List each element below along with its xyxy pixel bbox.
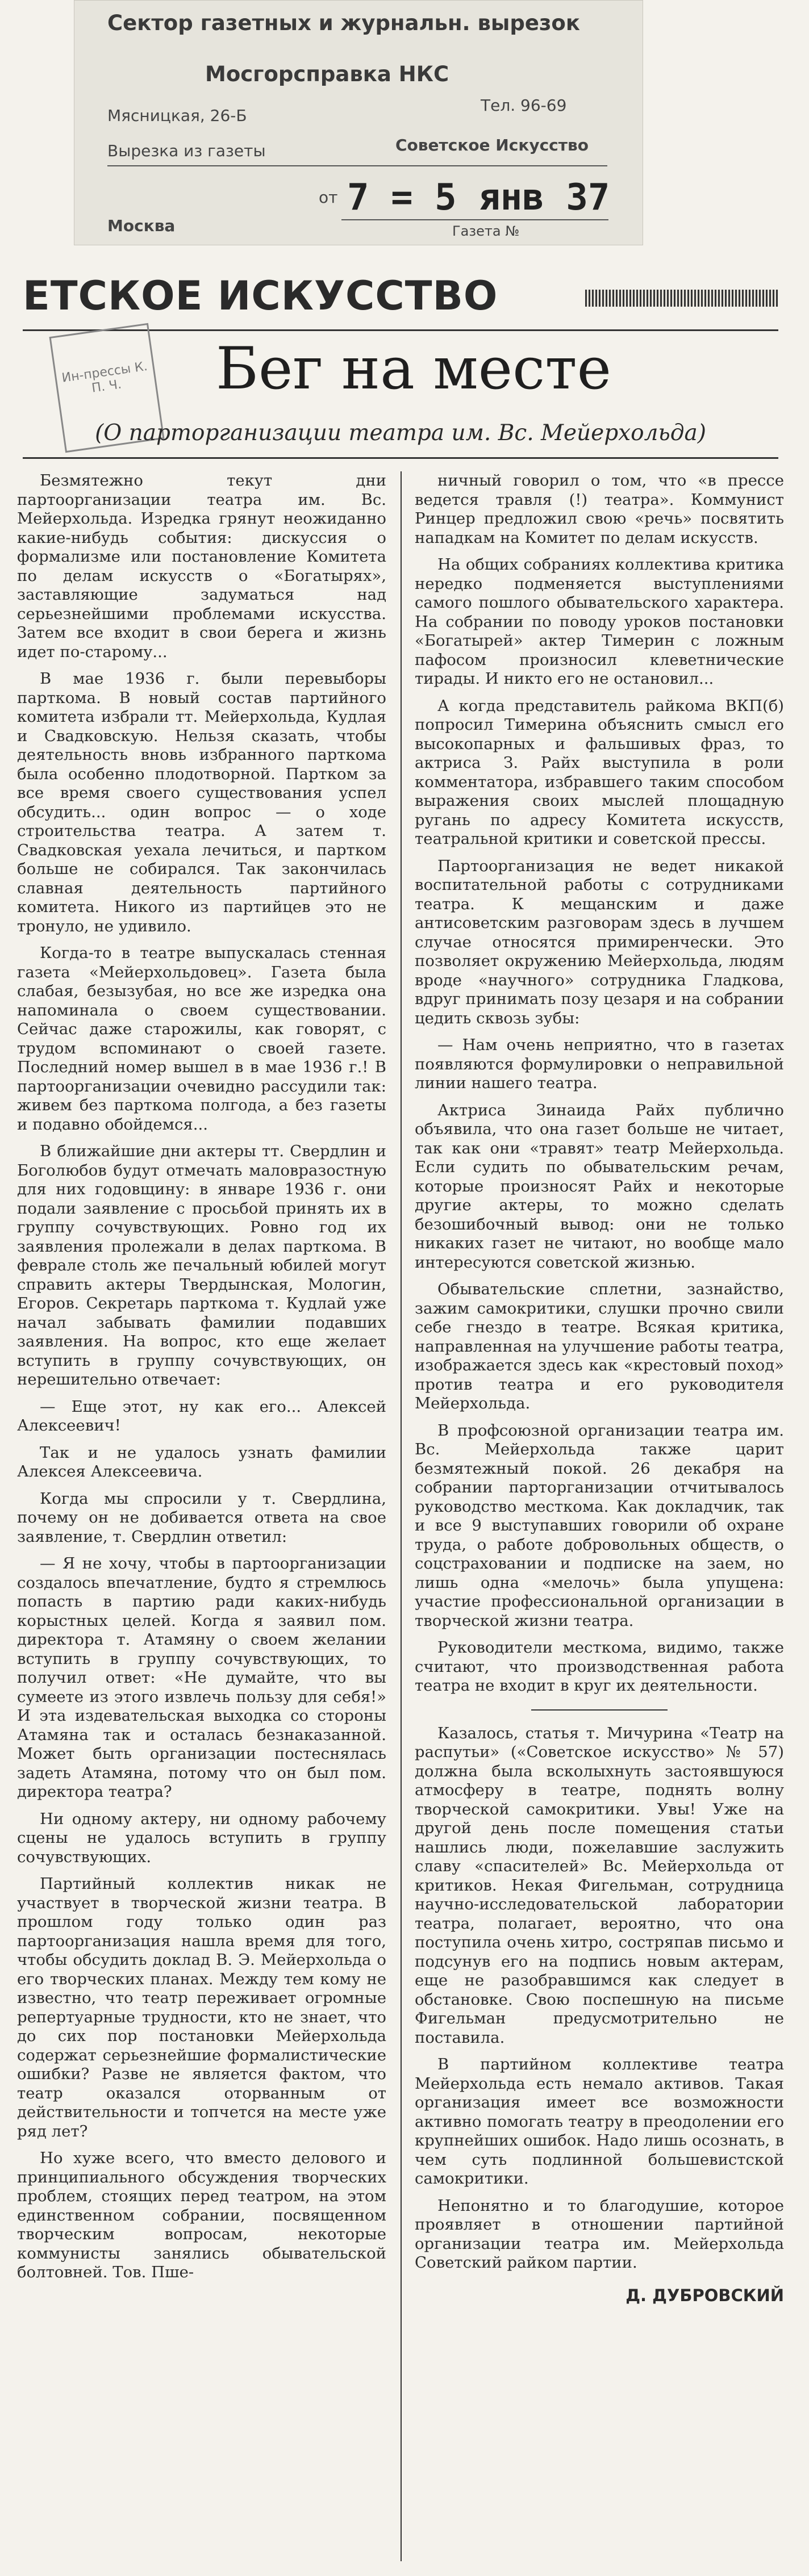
article-paragraph: Безмятежно текут дни партоорганизации театра им. Вс. Мейерхольда. Изредка грянут неожиданно какие-нибудь события: дискуссия о формализме или постановление Комитета по делам искусств о «Богатырях», заставляющие задуматься над серьезнейшими проблемами искусства. Затем все входит в свои берега и жизнь идет по-старому... (17, 471, 386, 661)
masthead-title: ЕТСКОЕ ИСКУССТВО (23, 273, 498, 319)
article-paragraph: Казалось, статья т. Мичурина «Театр на распутьи» («Советское искусство» № 57) должна была всколыхнуть застоявшуюся атмосферу в театре, поднять волну творческой самокритики. Увы! Уже на другой день после помещения статьи нашлись люди, пожелавшие заслужить славу «спасителей» Вс. Мейерхольда от критиков. Некая Фигельман, сотрудница научно-исследовательской лаборатории театра, полагает, вероятно, что она поступила очень хитро, состряпав письмо и подсунув его на подпись новым актерам, еще не разобравшимся как следует в обстановке. Свою поспешную на письме Фигельман предусмотрительно не поставила. (415, 1724, 784, 2047)
label-issue: Газета № (452, 223, 520, 239)
label-handwritten-date: 7 = 5 янв 37 (347, 177, 610, 219)
article-paragraph: Непонятно и то благодушие, которое проявляет в отношении партийной организации театра им. Мейерхольда Советский райком партии. (415, 2196, 784, 2272)
section-separator (531, 1709, 668, 1711)
label-address: Мясницкая, 26-Б (107, 106, 247, 125)
article-paragraph: — Нам очень неприятно, что в газетах появляются формулировки о неправильной линии нашего театра. (415, 1036, 784, 1092)
subheading-rule (23, 457, 778, 459)
author-signature: Д. ДУБРОВСКИЙ (625, 2285, 784, 2305)
article-paragraph: Партоорганизация не ведет никакой воспитательной работы с сотрудниками театра. К мещанским и даже антисоветским разговорам здесь в лучшем случае относятся примиренчески. Это позволяет окружению Мейерхольда, людям вроде «научного» сотрудника Гладкова, вдруг принимать позу цезаря и на собрании цедить сквозь зубы: (415, 856, 784, 1027)
article-paragraph: Ни одному актеру, ни одному рабочему сцены не удалось вступить в группу сочувствующих. (17, 1809, 386, 1866)
label-cut-from: Вырезка из газеты (107, 141, 266, 160)
article-paragraph: В профсоюзной организации театра им. Вс. Мейерхольда также царит безмятежный покой. 26 декабря на собрании парторганизации отчитывалось руководство месткома. Как докладчик, так и все 9 выступавших говорили об охране труда, о работе добровольных обществ, о соцстраховании и подписке на заем, но лишь одна «мелочь» была упущена: участие профессиональной организации в творческой жизни театра. (415, 1421, 784, 1630)
article-paragraph: Руководители месткома, видимо, также считают, что производственная работа театра не входит в круг их деятельности. (415, 1638, 784, 1695)
article-paragraph: Но хуже всего, что вместо делового и принципиального обсуждения творческих проблем, стоящих перед театром, на этом единственном собрании, посвященном творческим вопросам, некоторые коммунисты занялись обывательской болтовней. Тов. Пше- (17, 2149, 386, 2281)
article-subheading: (О парторганизации театра им. Вс. Мейерхольда) (95, 420, 706, 446)
column-divider (401, 471, 402, 2561)
article-headline: Бег на месте (216, 335, 612, 403)
article-paragraph: Обывательские сплетни, зазнайство, зажим самокритики, слушки прочно свили себе гнездо в театре. Всякая критика, направленная на улучшение работы театра, изображается здесь как «крестовый поход» против театра и его руководителя Мейерхольда. (415, 1280, 784, 1412)
label-date-line (341, 219, 608, 220)
article-paragraph: ничный говорил о том, что «в прессе ведется травля (!) театра». Коммунист Ринцер предложил свою «речь» посвятить нападкам на Комитет по делам искусств. (415, 471, 784, 547)
label-from-word: от (319, 188, 338, 207)
article-paragraph: Так и не удалось узнать фамилии Алексея Алексеевича. (17, 1443, 386, 1481)
label-agency-name: Мосгорсправка НКС (205, 62, 449, 86)
article-paragraph: — Я не хочу, чтобы в партоорганизации создалось впечатление, будто я стремлюсь попасть в партию ради каких-нибудь корыстных целей. Когда я заявил пом. директора т. Атамяну о своем желании вступить в группу сочувствующих, то получил ответ: «Не думайте, что вы сумеете из этого извлечь пользу для себя!» И эта издевательская выходка со стороны Атамяна так и осталась безнаказанной. Может быть организации постеснялась задеть Атамяна, потому что он был пом. директора театра? (17, 1554, 386, 1801)
article-paragraph: А когда представитель райкома ВКП(б) попросил Тимерина объяснить смысл его высокопарных и фальшивых фраз, то актриса З. Райх выступила в роли комментатора, избравшего таким способом выражения своих мыслей площадную ругань по адресу Комитета искусств, театральной критики и советской прессы. (415, 696, 784, 848)
masthead (23, 273, 778, 331)
label-bureau-name: Сектор газетных и журнальн. вырезок (107, 11, 580, 35)
clipping-label (74, 0, 643, 245)
article-column-left (17, 471, 386, 2567)
article-paragraph: Актриса Зинаида Райх публично объявила, что она газет больше не читает, так как они «травят» театр Мейерхольда. Если судить по обывательским речам, которые произносят Райх и некоторые другие актеры, то можно сделать безошибочный вывод: они не только никаких газет не читают, но вообще мало интересуются советской жизнью. (415, 1101, 784, 1272)
article-column-right (415, 471, 784, 2567)
masthead-ornament (585, 290, 778, 307)
label-phone: Тел. 96-69 (481, 96, 567, 115)
label-city: Москва (107, 216, 176, 235)
stamp-text: Ин-прессы К. П. Ч. (61, 359, 149, 396)
article-paragraph: На общих собраниях коллектива критика нередко подменяется выступлениями самого пошлого обывательского характера. На собрании по поводу уроков постановки «Богатырей» актер Тимерин с ложным пафосом произносил клеветнические тирады. И никто его не остановил... (415, 555, 784, 688)
article-paragraph: Когда-то в театре выпускалась стенная газета «Мейерхольдовец». Газета была слабая, безызубая, но все же изредка она напоминала о своем существовании. Сейчас даже старожилы, как говорят, с трудом вспоминают о своей газете. Последний номер вышел в в мае 1936 г.! В партоорганизации очевидно рассудили так: живем без парткома полгода, а без газеты и подавно обойдемся... (17, 944, 386, 1134)
article-paragraph: В партийном коллективе театра Мейерхольда есть немало активов. Такая организация имеет все возможности активно помогать театру в преодолении его крупнейших ошибок. Надо лишь осознать, в чем суть подлинной большевистской самокритики. (415, 2055, 784, 2188)
label-divider (107, 165, 607, 166)
article-paragraph: В ближайшие дни актеры тт. Свердлин и Боголюбов будут отмечать маловразостную для них годовщину: в январе 1936 г. они подали заявление с просьбой принять их в группу сочувствующих. Ровно год их заявления пролежали в делах парткома. В феврале столь же печальный юбилей могут справить актеры Твердынская, Мологин, Егоров. Секретарь парткома т. Кудлай уже начал забывать фамилии подавших заявления. На вопрос, кто еще желает вступить в группу сочувствующих, он нерешительно отвечает: (17, 1142, 386, 1389)
article-paragraph: Когда мы спросили у т. Свердлина, почему он не добивается ответа на свое заявление, т. Свердлин ответил: (17, 1489, 386, 1546)
article-paragraph: — Еще этот, ну как его... Алексей Алексеевич! (17, 1397, 386, 1435)
newspaper-clipping (0, 267, 809, 2576)
article-paragraph: В мае 1936 г. были перевыборы парткома. В новый состав партийного комитета избрали тт. Мейерхольда, Кудлая и Свадковскую. Нельзя сказать, чтобы деятельность вновь избранного парткома была особенно плодотворной. Партком за все время своего существования успел обсудить... один вопрос — о ходе строительства театра. А затем т. Свадковская уехала лечиться, и партком больше не собирался. Так закончилась славная деятельность партийного комитета. Никого из партийцев это не тронуло, не удивило. (17, 670, 386, 935)
article-paragraph: Партийный коллектив никак не участвует в творческой жизни театра. В прошлом году только один раз партоорганизация нашла время для того, чтобы обсудить доклад В. Э. Мейерхольда о его творческих планах. Между тем кому не известно, что театр переживает огромные репертуарные трудности, кто не знает, что до сих пор постановки Мейерхольда содержат серьезнейшие формалистические ошибки? Разве не является фактом, что театр оказался оторванным от действительности и топчется на месте уже ряд лет? (17, 1875, 386, 2140)
label-paper-name: Советское Искусство (395, 136, 589, 154)
